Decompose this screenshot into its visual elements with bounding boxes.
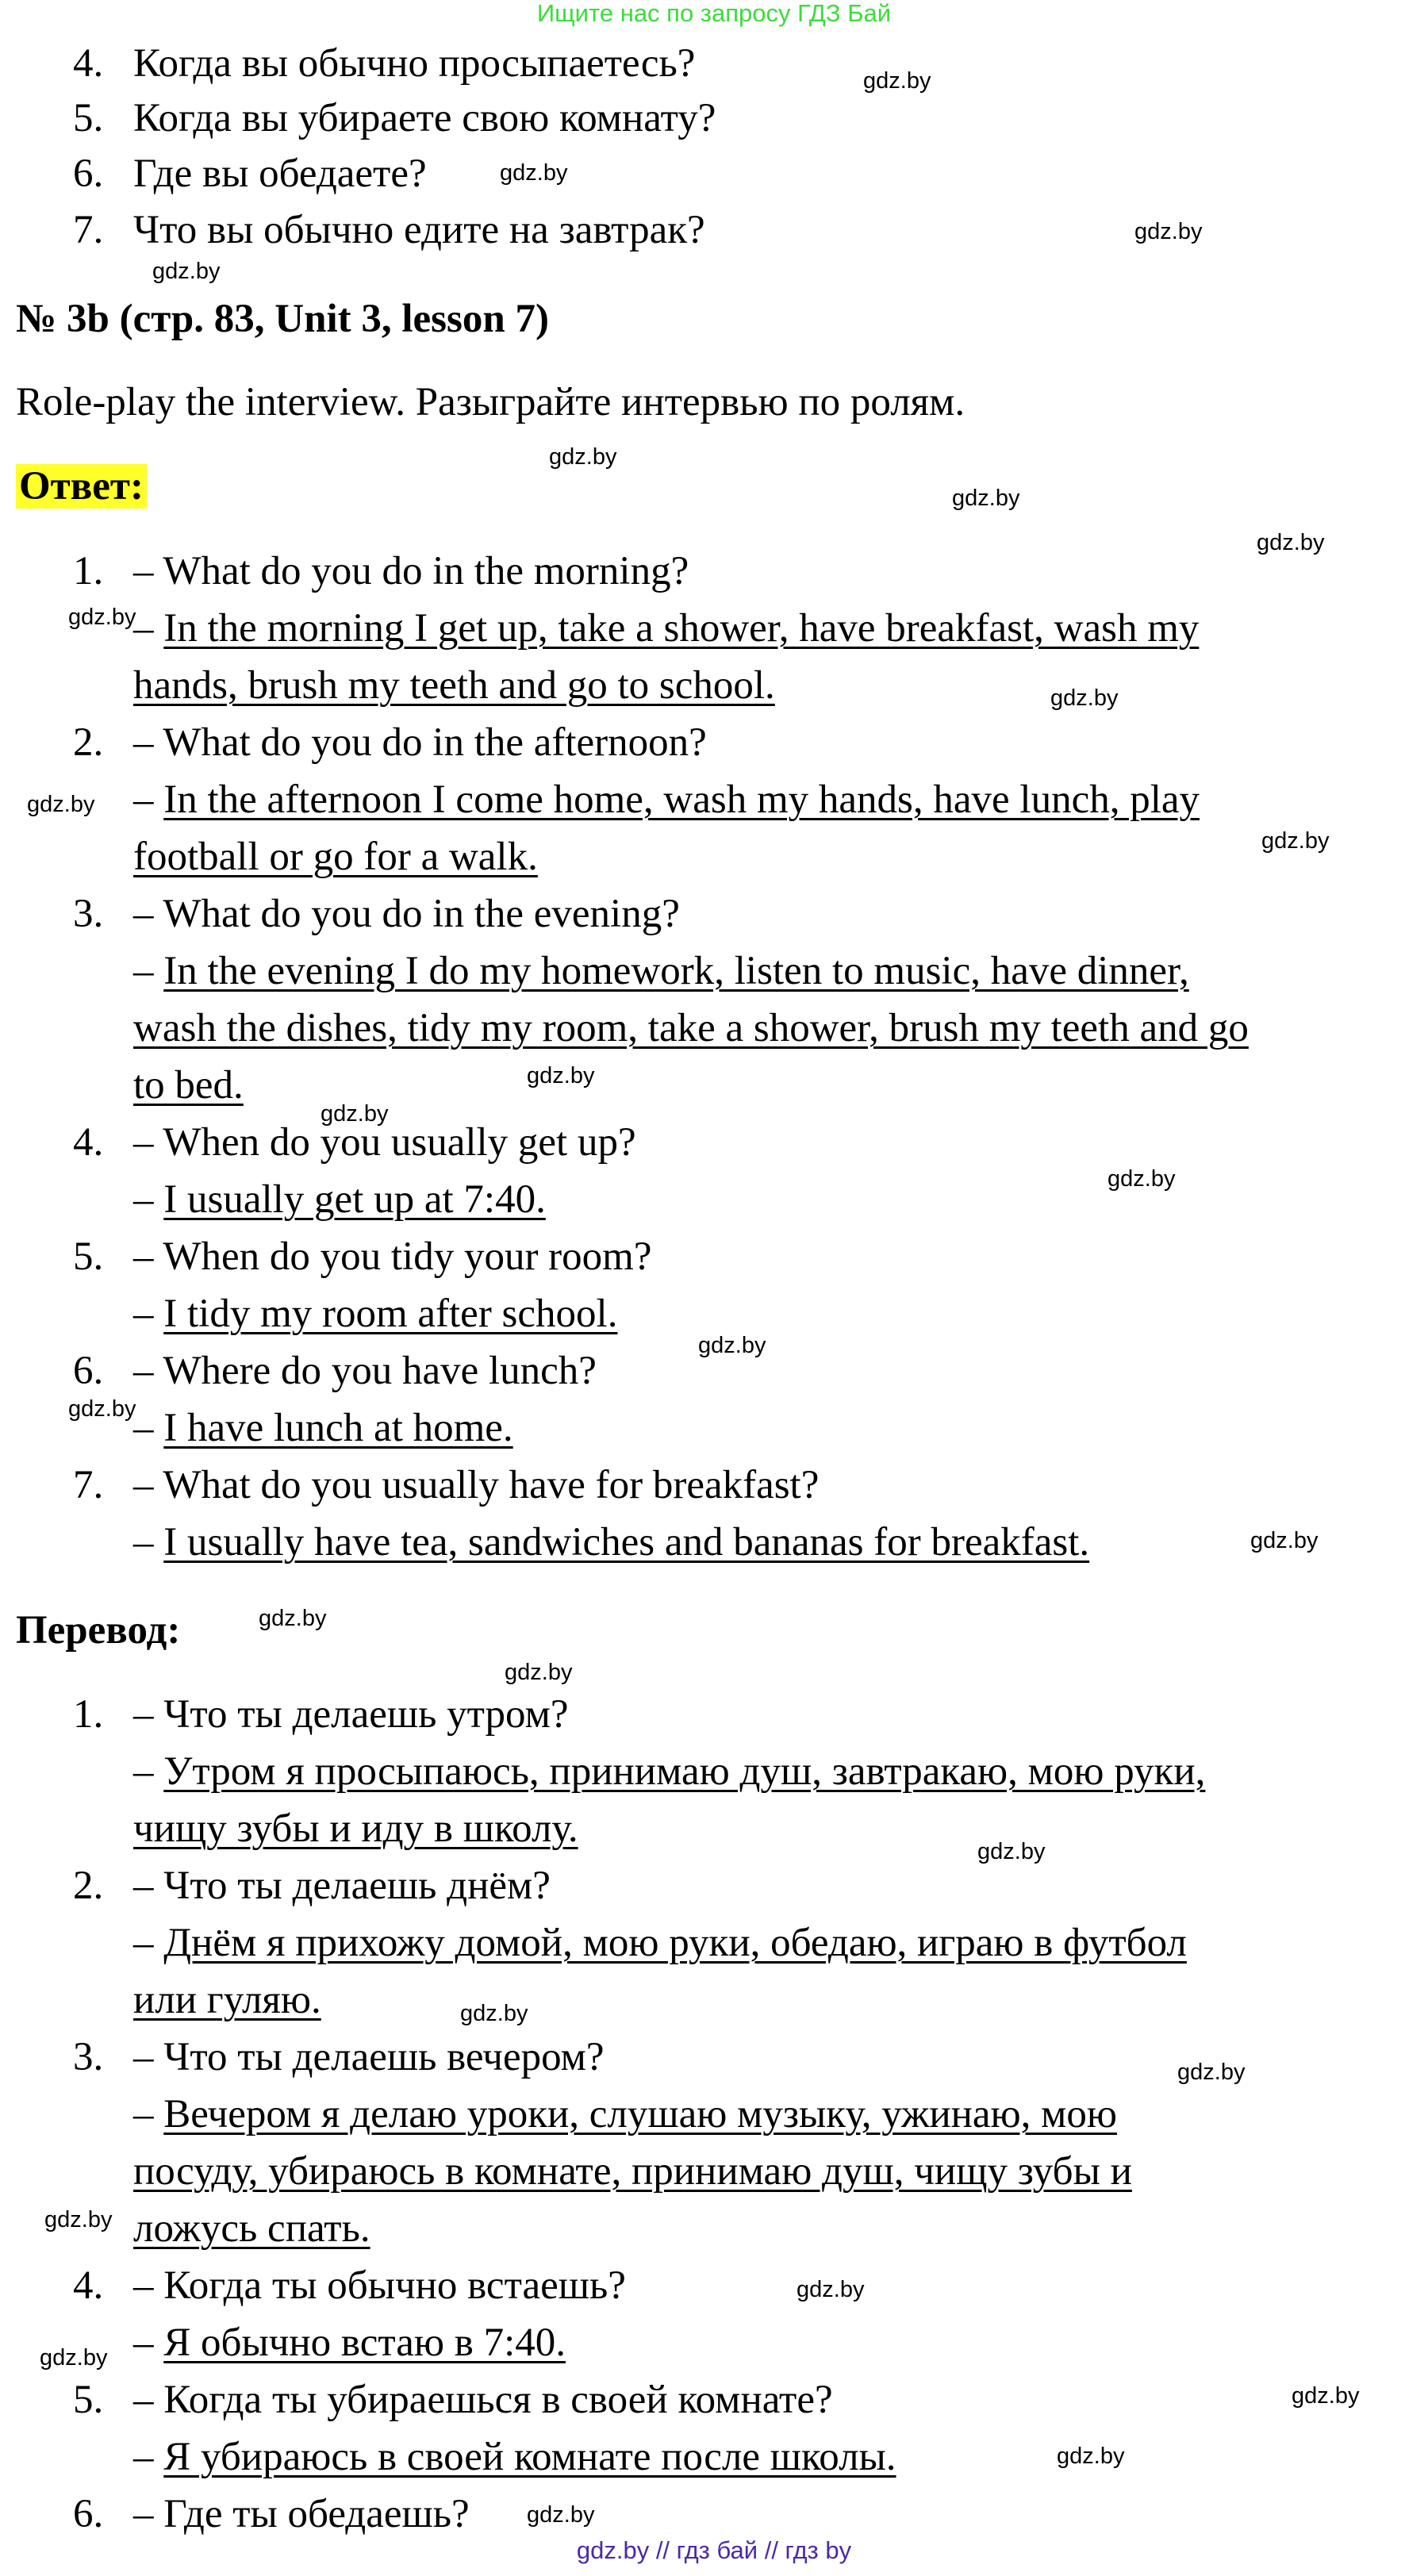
watermark: gdz.by [68,1396,136,1422]
watermark: gdz.by [1057,2444,1125,2469]
watermark: gdz.by [40,2345,108,2371]
site-footer-banner: gdz.by // гдз бай // гдз by [576,2536,852,2564]
watermark: gdz.by [27,792,95,817]
task-title: № 3b (стр. 83, Unit 3, lesson 7) [16,297,549,341]
watermark: gdz.by [527,1063,595,1088]
task-text: Role-play the interview. Разыграйте интервью по ролям. [16,380,965,424]
site-header-banner: Ищите нас по запросу ГДЗ Бай [536,0,892,27]
watermark: gdz.by [549,444,617,470]
watermark: gdz.by [1257,530,1325,555]
translation-label: Перевод: [16,1608,181,1653]
watermark: gdz.by [500,160,568,186]
watermark: gdz.by [797,2277,865,2302]
watermark: gdz.by [1107,1166,1176,1192]
watermark: gdz.by [698,1333,766,1358]
answer-label: Ответ: [16,463,147,510]
watermark: gdz.by [152,259,221,284]
watermark: gdz.by [505,1660,573,1685]
watermark: gdz.by [527,2502,595,2528]
watermark: gdz.by [44,2207,113,2232]
watermark: gdz.by [68,605,136,630]
watermark: gdz.by [1250,1528,1319,1553]
watermark: gdz.by [863,68,931,94]
watermark: gdz.by [1292,2383,1360,2409]
watermark: gdz.by [259,1606,327,1631]
watermark: gdz.by [1134,219,1203,244]
watermark: gdz.by [1177,2060,1246,2085]
watermark: gdz.by [1050,685,1119,711]
watermark: gdz.by [321,1101,389,1127]
watermark: gdz.by [952,486,1020,511]
watermark: gdz.by [1261,828,1330,854]
watermark: gdz.by [460,2001,528,2026]
watermark: gdz.by [977,1839,1046,1864]
